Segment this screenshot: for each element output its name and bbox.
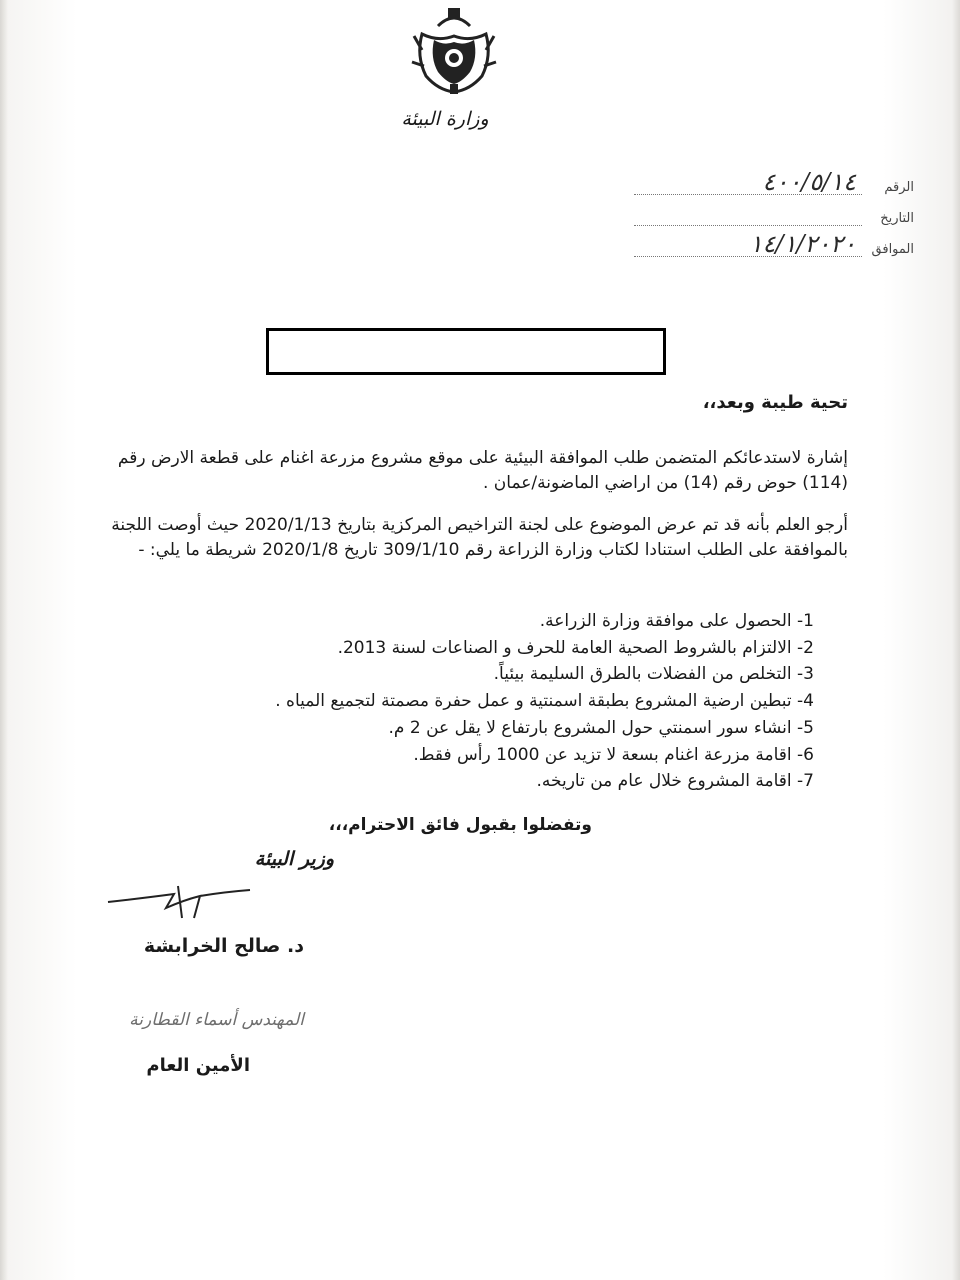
- closing-phrase: وتفضلوا بقبول فائق الاحترام،،،: [328, 815, 592, 835]
- greeting: تحية طيبة وبعد،،: [702, 392, 848, 413]
- reference-number-label: الرقم: [884, 180, 914, 195]
- condition-item: 2- الالتزام بالشروط الصحية العامة للحرف و الصناعات لسنة 2013.: [337, 637, 814, 658]
- coat-of-arms-icon: [408, 6, 500, 96]
- reference-date-row: [594, 195, 914, 226]
- reference-number-value: ٤٠٠/٥/١٤: [762, 168, 856, 196]
- paragraph-decision: أرجو العلم بأنه قد تم عرض الموضوع على لجنة التراخيص المركزية بتاريخ 2020/1/13 حيث أوصت اللجنة بالموافقة على الطلب استنادا لكتاب وزارة الزراعة رقم 309/1/10 تاريخ 2020/1/8 شريطة ما يلي: -: [111, 515, 848, 560]
- condition-item: 7- اقامة المشروع خلال عام من تاريخه.: [536, 771, 814, 792]
- handwritten-signature: [104, 878, 254, 924]
- paragraph-request: إشارة لاستدعائكم المتضمن طلب الموافقة البيئية على موقع مشروع مزرعة اغنام على قطعة الارض رقم (114) حوض رقم (14) من اراضي الماضونة/عمان .: [117, 448, 848, 493]
- minister-title: وزير البيئة: [254, 848, 334, 870]
- reference-corresponding-label: الموافق: [871, 242, 914, 257]
- page-edge-left: [0, 0, 8, 1280]
- redacted-recipient-box: [266, 328, 666, 375]
- reference-block: [594, 164, 914, 257]
- condition-item: 3- التخلص من الفضلات بالطرق السليمة بيئياً.: [493, 664, 814, 685]
- secretary-signer-name: المهندس أسماء القطارنة: [129, 1010, 304, 1030]
- condition-item: 1- الحصول على موافقة وزارة الزراعة.: [539, 611, 814, 631]
- reference-date-label: التاريخ: [880, 211, 914, 226]
- page-edge-right: [952, 0, 960, 1280]
- secretary-general-title: الأمين العام: [146, 1055, 250, 1076]
- condition-item: 5- انشاء سور اسمنتي حول المشروع بارتفاع لا يقل عن 2 م.: [388, 717, 814, 738]
- condition-item: 6- اقامة مزرعة اغنام بسعة لا تزيد عن 1000 رأس فقط.: [413, 744, 814, 765]
- reference-corresponding-row: [594, 226, 914, 257]
- reference-date-line: [634, 205, 862, 226]
- reference-corresponding-value: ١٤/١/٢٠٢٠: [749, 230, 856, 258]
- minister-name: د. صالح الخرابشة: [143, 935, 304, 957]
- conditions-list: [275, 608, 814, 795]
- reference-number-line: [634, 168, 862, 196]
- reference-corresponding-line: [634, 230, 862, 258]
- condition-item: 4- تبطين ارضية المشروع بطبقة اسمنتية و عمل حفرة مصمتة لتجميع المياه .: [275, 691, 814, 712]
- ministry-name: وزارة البيئة: [401, 108, 489, 130]
- reference-number-row: [594, 164, 914, 195]
